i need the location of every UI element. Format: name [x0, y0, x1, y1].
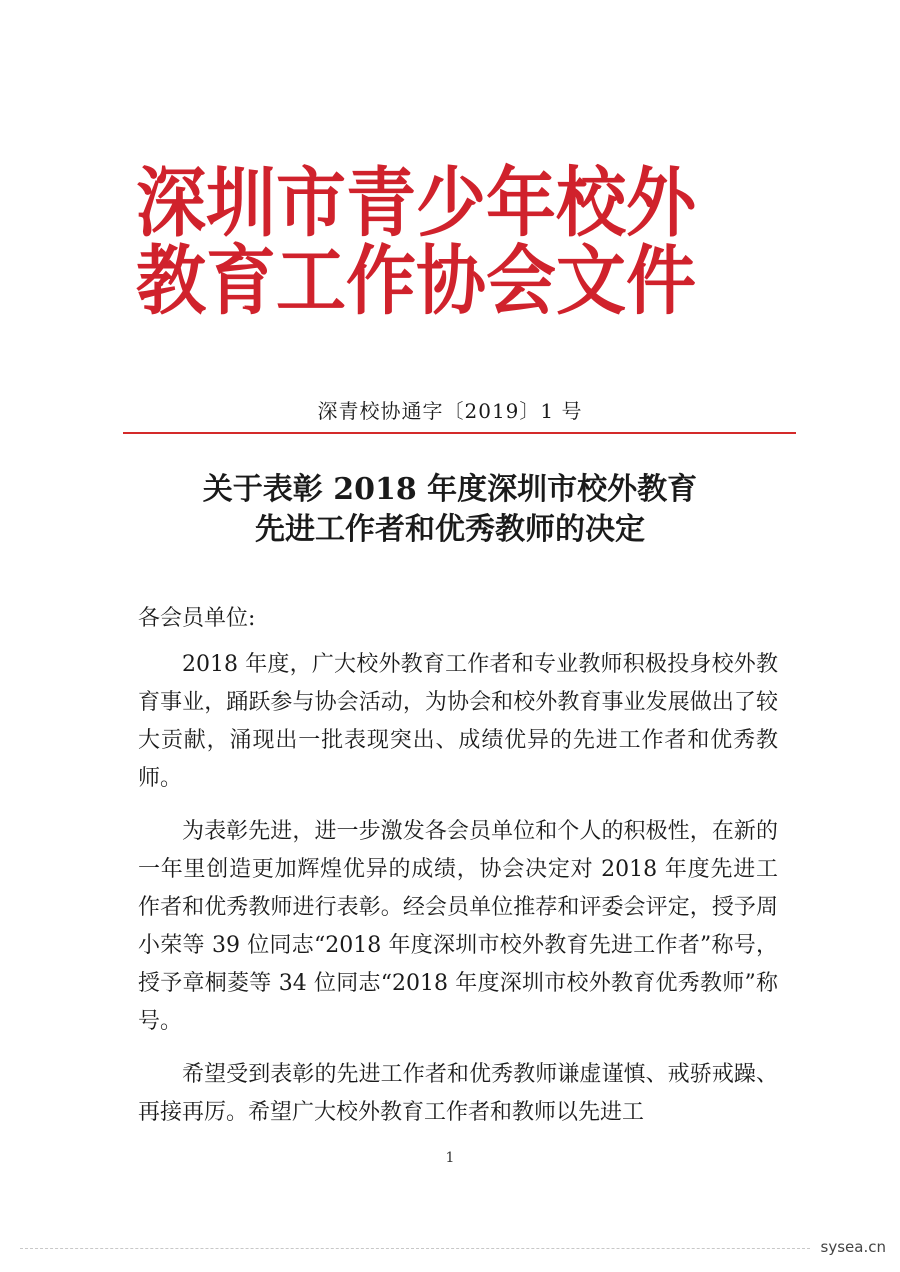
body-paragraph-2 — [138, 813, 778, 1041]
red-divider-line — [123, 432, 796, 434]
site-watermark: sysea.cn — [820, 1238, 886, 1256]
salutation: 各会员单位: — [138, 606, 256, 631]
scan-edge-dotted-line — [20, 1248, 810, 1249]
body-paragraph-1 — [138, 646, 778, 798]
issuer-header-line1: 深圳市青少年校外 — [136, 158, 696, 248]
page-number: 1 — [445, 1150, 455, 1166]
paragraph-1-text: 2018 年度，广大校外教育工作者和专业教师积极投身校外教育事业，踊跃参与协会活动，为协会和校外教育事业发展做出了较大贡献，涌现出一批表现突出、成绩优异的先进工作者和优秀教师。 — [138, 652, 778, 791]
decision-title-line1: 关于表彰 2018 年度深圳市校外教育 — [202, 472, 698, 507]
body-paragraph-3 — [138, 1056, 778, 1132]
decision-title-line2: 先进工作者和优秀教师的决定 — [255, 512, 645, 547]
paragraph-3-text: 希望受到表彰的先进工作者和优秀教师谦虚谨慎、戒骄戒躁、再接再厉。希望广大校外教育工作者和教师以先进工 — [138, 1062, 778, 1125]
document-number: 深青校协通字〔2019〕1 号 — [317, 399, 583, 423]
paragraph-2-text: 为表彰先进，进一步激发各会员单位和个人的积极性，在新的一年里创造更加辉煌优异的成绩，协会决定对 2018 年度先进工作者和优秀教师进行表彰。经会员单位推荐和评委会评定，授予周小荣等 39 位同志“2018 年度深圳市校外教育先进工作者”称号，授予章桐菱等 34 位同志“2018 年度深圳市校外教育优秀教师”称号。 — [138, 819, 778, 1034]
issuer-header-line2: 教育工作协会文件 — [136, 236, 696, 326]
